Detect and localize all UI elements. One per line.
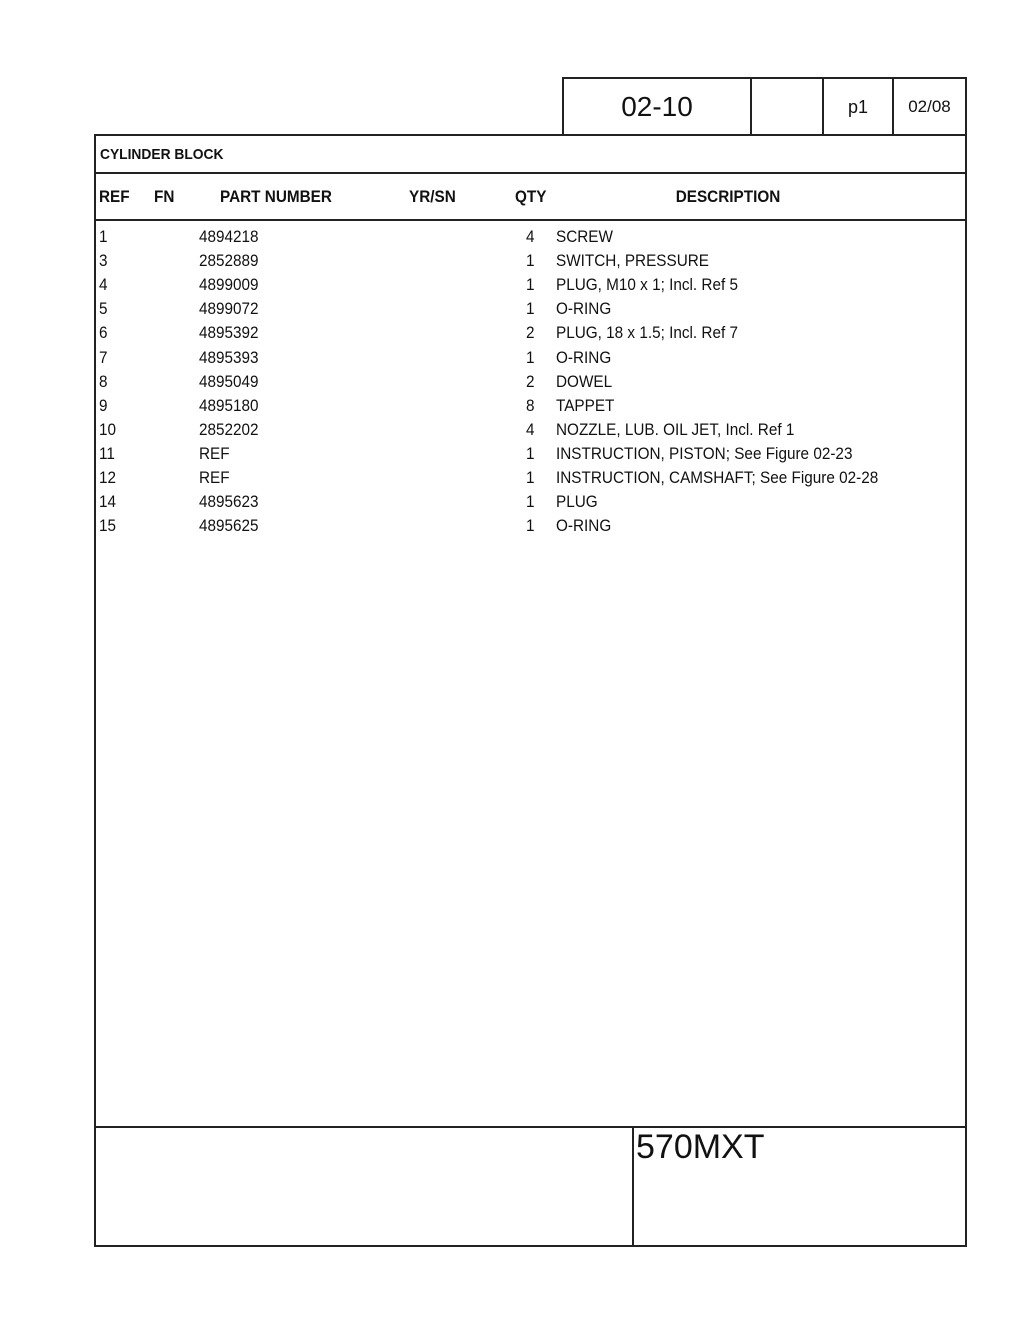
part-qty: 1 (525, 347, 534, 367)
revision-date: 02/08 (908, 97, 951, 116)
part-ref: 15 (99, 516, 117, 536)
part-number: 4895180 (199, 395, 259, 415)
part-number: 4895393 (199, 347, 259, 367)
table-row (0, 323, 1024, 347)
part-qty: 2 (525, 371, 534, 391)
col-fn-header: FN (154, 187, 175, 206)
part-ref: 4 (99, 275, 108, 295)
part-qty: 2 (525, 323, 534, 343)
section-divider (94, 172, 967, 174)
page-number-cell (824, 79, 892, 135)
part-description: PLUG, 18 x 1.5; Incl. Ref 7 (556, 323, 738, 343)
part-ref: 8 (99, 371, 108, 391)
part-ref: 1 (99, 227, 108, 246)
part-number: REF (199, 468, 230, 487)
part-number: 4895625 (199, 516, 259, 536)
table-row (0, 275, 1024, 299)
part-description: SCREW (556, 227, 613, 246)
column-header-divider (94, 219, 967, 221)
part-qty: 1 (525, 468, 534, 487)
footer-blank-cell (96, 1128, 632, 1245)
part-qty: 1 (525, 299, 534, 319)
table-row (0, 251, 1024, 275)
part-ref: 3 (99, 251, 108, 271)
table-row (0, 444, 1024, 468)
col-part-number-header: PART NUMBER (220, 187, 332, 206)
part-number: 2852202 (199, 419, 259, 439)
part-description: O-RING (556, 516, 612, 536)
part-ref: 14 (99, 492, 117, 512)
table-row (0, 468, 1024, 492)
col-ref-header: REF (99, 187, 130, 206)
figure-code: 02-10 (621, 91, 693, 122)
part-qty: 1 (525, 492, 534, 512)
revision-date-cell (894, 79, 965, 135)
part-number: 2852889 (199, 251, 259, 271)
footer-vertical-divider (632, 1126, 634, 1247)
part-ref: 11 (99, 443, 115, 463)
part-ref: 10 (99, 419, 117, 439)
part-description: PLUG, M10 x 1; Incl. Ref 5 (556, 275, 738, 295)
frame-top-border (94, 134, 967, 136)
part-number: 4899009 (199, 275, 259, 295)
part-ref: 12 (99, 468, 117, 487)
part-description: SWITCH, PRESSURE (556, 251, 710, 271)
page-number: p1 (847, 96, 869, 117)
table-row (0, 227, 1024, 251)
part-qty: 4 (525, 419, 534, 439)
part-description: PLUG (556, 492, 598, 512)
model-cell (636, 1128, 765, 1167)
figure-code-cell (564, 79, 750, 135)
part-number: 4895392 (199, 323, 259, 343)
part-ref: 9 (99, 395, 108, 415)
part-number: 4895623 (199, 492, 259, 512)
part-qty: 1 (525, 251, 534, 271)
table-row (0, 348, 1024, 372)
table-row (0, 372, 1024, 396)
part-number: 4895049 (199, 371, 259, 391)
part-description: O-RING (556, 347, 612, 367)
part-qty: 4 (525, 227, 534, 246)
model-name: 570MXT (636, 1128, 765, 1166)
part-qty: 1 (525, 275, 534, 295)
table-row (0, 492, 1024, 516)
part-ref: 6 (99, 323, 108, 343)
blank-header-cell (752, 79, 822, 135)
col-qty-header: QTY (515, 187, 547, 206)
part-description: DOWEL (556, 371, 613, 391)
col-description-header: DESCRIPTION (675, 187, 781, 206)
part-number: 4894218 (199, 227, 259, 246)
part-description: INSTRUCTION, PISTON; See Figure 02-23 (556, 443, 853, 463)
part-ref: 5 (99, 299, 108, 319)
part-description: TAPPET (556, 395, 615, 415)
table-row (0, 299, 1024, 323)
part-description: INSTRUCTION, CAMSHAFT; See Figure 02-28 (556, 468, 879, 487)
part-description: O-RING (556, 299, 612, 319)
section-title: CYLINDER BLOCK (100, 146, 224, 163)
part-qty: 1 (525, 516, 534, 536)
part-qty: 1 (525, 443, 534, 463)
part-number: REF (199, 443, 230, 463)
table-row (0, 396, 1024, 420)
part-number: 4899072 (199, 299, 259, 319)
col-yr-sn-header: YR/SN (409, 187, 456, 206)
table-row (0, 516, 1024, 540)
section-title-row (100, 146, 234, 163)
table-row (0, 420, 1024, 444)
parts-list (0, 227, 1024, 547)
part-ref: 7 (99, 347, 108, 367)
part-description: NOZZLE, LUB. OIL JET, Incl. Ref 1 (556, 419, 795, 439)
part-qty: 8 (525, 395, 534, 415)
frame-bottom-border (94, 1245, 967, 1247)
